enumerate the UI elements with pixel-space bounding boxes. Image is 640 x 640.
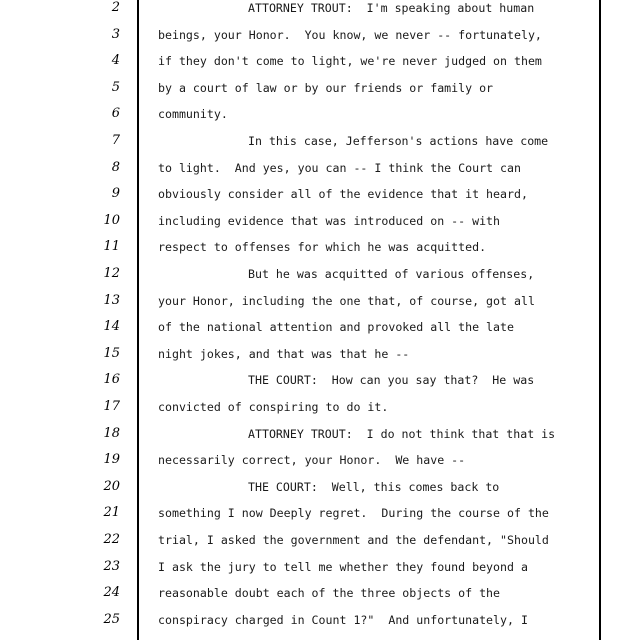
transcript-line bbox=[0, 133, 600, 159]
transcript-line bbox=[0, 612, 600, 638]
transcript-line bbox=[0, 239, 600, 265]
line-number: 18 bbox=[103, 425, 120, 441]
line-number: 16 bbox=[103, 372, 120, 388]
line-number: 4 bbox=[111, 53, 120, 69]
line-number: 7 bbox=[111, 133, 120, 148]
line-number: 9 bbox=[111, 186, 120, 202]
transcript-line bbox=[0, 372, 600, 398]
line-text: ATTORNEY TROUT: I do not think that that is bbox=[248, 426, 556, 441]
transcript-line bbox=[0, 266, 600, 292]
line-number: 11 bbox=[103, 239, 120, 255]
line-number: 21 bbox=[103, 505, 120, 521]
transcript-line bbox=[0, 585, 600, 611]
line-text: something I now Deeply regret. During the course of the bbox=[158, 506, 549, 521]
line-number: 2 bbox=[111, 0, 120, 15]
line-number: 19 bbox=[103, 452, 120, 468]
line-number: 22 bbox=[103, 532, 120, 547]
line-number: 15 bbox=[103, 345, 120, 361]
transcript-line bbox=[0, 293, 600, 319]
line-text: convicted of conspiring to do it. bbox=[158, 400, 389, 414]
transcript-line bbox=[0, 319, 600, 345]
line-number: 6 bbox=[111, 106, 120, 122]
transcript-line bbox=[0, 532, 600, 558]
line-number: 5 bbox=[111, 79, 120, 95]
line-number: 3 bbox=[111, 26, 120, 42]
line-text: community. bbox=[158, 107, 228, 122]
line-text: But he was acquitted of various offenses, bbox=[248, 267, 535, 281]
line-text: your Honor, including the one that, of course, got all bbox=[158, 293, 535, 308]
line-text: I ask the jury to tell me whether they found beyond a bbox=[158, 559, 528, 574]
transcript-line bbox=[0, 346, 600, 372]
transcript-line bbox=[0, 426, 600, 452]
line-text: to light. And yes, you can -- I think the Court can bbox=[158, 160, 521, 175]
transcript-line bbox=[0, 106, 600, 132]
line-number: 24 bbox=[103, 585, 120, 601]
line-number: 12 bbox=[103, 266, 120, 281]
line-text: by a court of law or by our friends or family or bbox=[158, 80, 494, 95]
line-number: 17 bbox=[103, 399, 120, 414]
transcript-line bbox=[0, 399, 600, 425]
line-text: night jokes, and that was that he -- bbox=[158, 346, 410, 361]
line-text: THE COURT: Well, this comes back to bbox=[248, 479, 500, 494]
transcript-line bbox=[0, 160, 600, 186]
line-text: THE COURT: How can you say that? He was bbox=[248, 373, 535, 388]
line-text: including evidence that was introduced on -- with bbox=[158, 213, 501, 228]
transcript-line bbox=[0, 559, 600, 585]
transcript-line bbox=[0, 27, 600, 53]
transcript-line bbox=[0, 452, 600, 478]
transcript-line bbox=[0, 186, 600, 212]
line-text: beings, your Honor. You know, we never -- fortunately, bbox=[158, 27, 542, 42]
transcript-line bbox=[0, 505, 600, 531]
line-number: 13 bbox=[103, 292, 120, 308]
transcript-line bbox=[0, 0, 600, 26]
line-text: of the national attention and provoked all the late bbox=[158, 320, 514, 335]
line-number: 20 bbox=[103, 478, 120, 494]
line-text: respect to offenses for which he was acquitted. bbox=[158, 240, 487, 255]
line-text: obviously consider all of the evidence that it heard, bbox=[158, 187, 528, 202]
line-text: In this case, Jefferson's actions have come bbox=[248, 134, 549, 148]
line-text: ATTORNEY TROUT: I'm speaking about human bbox=[248, 1, 535, 15]
line-number: 25 bbox=[103, 611, 120, 627]
line-text: conspiracy charged in Count 1?" And unfortunately, I bbox=[158, 612, 528, 627]
line-text: trial, I asked the government and the defendant, "Should bbox=[158, 533, 549, 547]
line-number: 10 bbox=[103, 212, 120, 228]
line-number: 8 bbox=[111, 159, 120, 175]
line-number: 23 bbox=[103, 558, 120, 574]
line-text: reasonable doubt each of the three objects of the bbox=[158, 586, 501, 601]
line-number: 14 bbox=[103, 319, 120, 335]
transcript-line bbox=[0, 80, 600, 106]
line-text: necessarily correct, your Honor. We have -- bbox=[158, 453, 466, 468]
transcript-line bbox=[0, 479, 600, 505]
line-text: if they don't come to light, we're never judged on them bbox=[158, 54, 542, 69]
transcript-line bbox=[0, 213, 600, 239]
transcript-line bbox=[0, 53, 600, 79]
